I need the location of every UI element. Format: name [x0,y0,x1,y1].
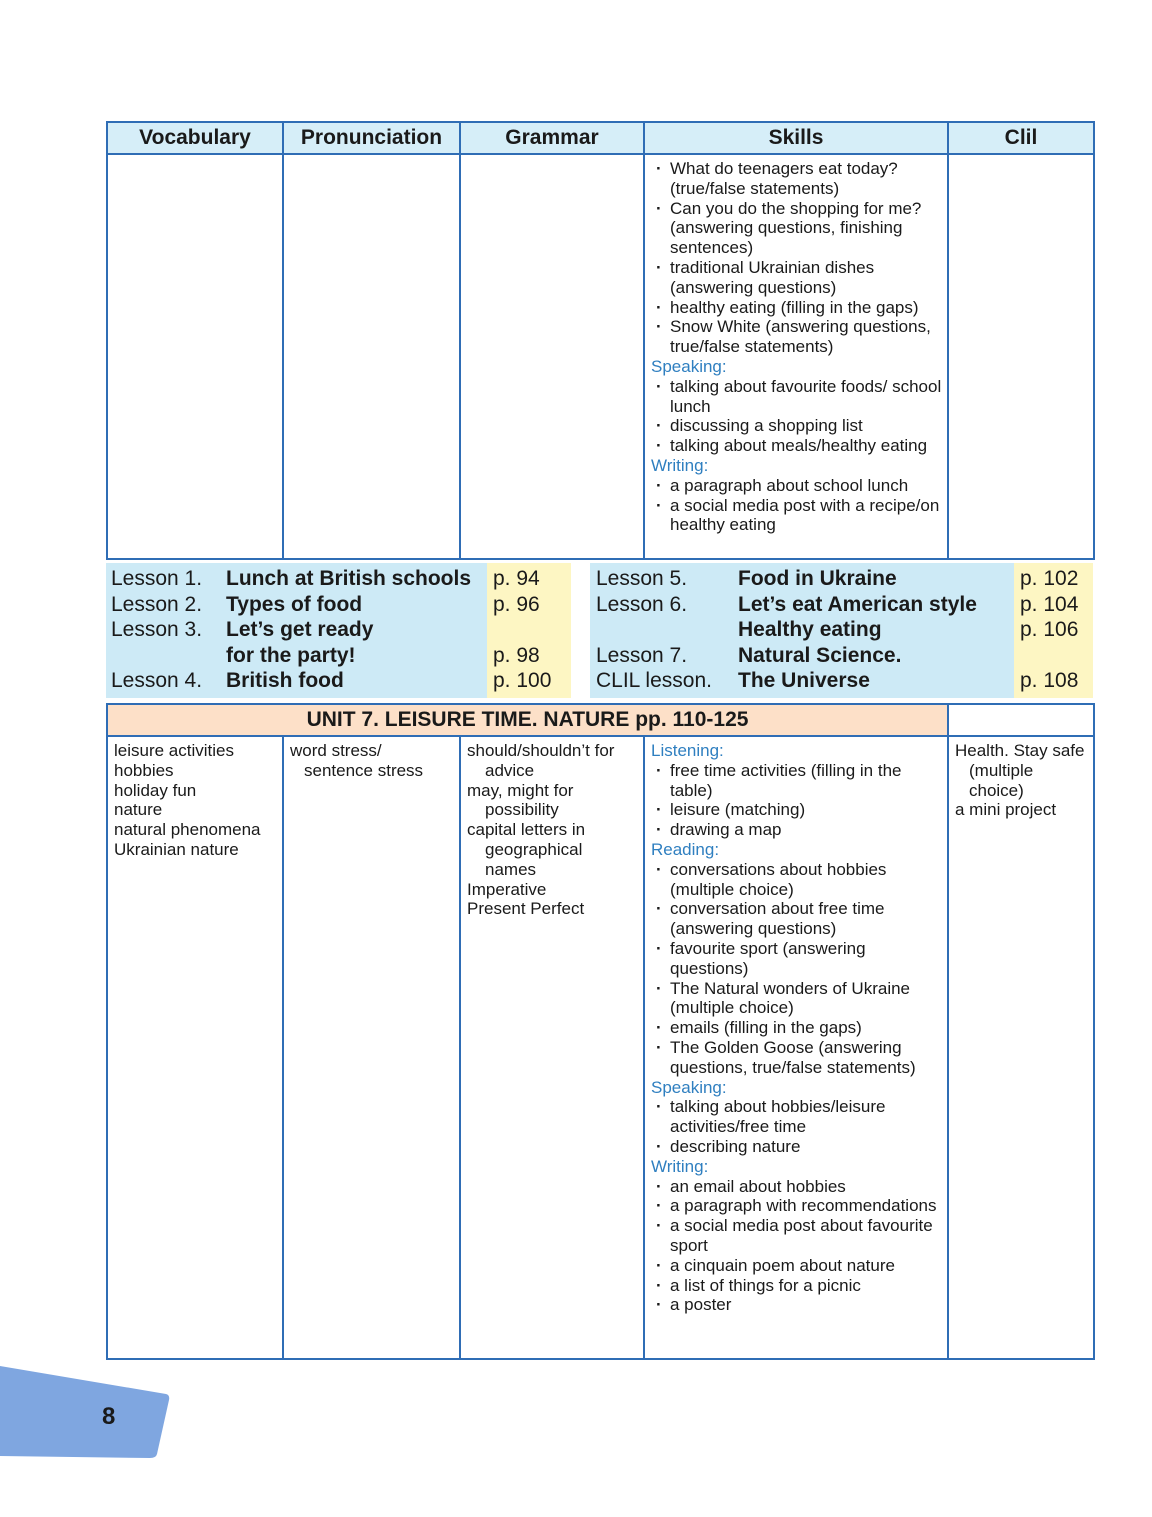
list-item: Imperative [467,879,547,899]
list-item: may, might for possibility [467,780,574,820]
list-item: Health. Stay safe (multiple choice) [955,741,1085,800]
lesson-page: p. 106 [1020,618,1079,642]
skills-list [645,737,947,1315]
header-grammar: Grammar [460,122,644,154]
list-item: · a social media post with a recipe/on healthy eating [651,496,945,536]
list-item: · traditional Ukrainian dishes (answering questions) [651,258,945,298]
list-item: word stress/ sentence stress [290,741,424,780]
lesson-title [226,669,344,693]
list-item: · talking about favourite foods/ school lunch [651,377,945,417]
lesson-title [738,669,870,693]
unit-clil-cell [948,736,1094,1359]
header-pronunciation: Pronunciation [283,122,460,154]
lesson-number: CLIL lesson. [596,669,712,693]
unit-title-empty [948,704,1094,736]
lesson-title-text: for the party! [226,643,356,667]
section-heading: Speaking: [651,356,727,376]
lesson-page: p. 100 [493,669,552,693]
top-skills-cell [644,154,948,559]
lesson-page: p. 108 [1020,669,1079,693]
top-grammar-cell [460,154,644,559]
lesson-title-text: Types of food [226,592,363,616]
list-item: · a paragraph with recommendations [651,1196,945,1216]
lesson-title-text: Healthy eating [738,618,882,642]
list-item: · Can you do the shopping for me? (answering questions, finishing sentences) [651,199,945,258]
lesson-title [738,567,897,591]
list-item: natural phenomena [114,820,261,840]
unit-title: UNIT 7. LEISURE TIME. NATURE pp. 110-125 [107,704,948,736]
clil-list [949,737,1093,820]
lesson-page: p. 96 [493,592,540,616]
pronunciation-list [284,737,459,781]
list-item: holiday fun [114,780,197,800]
list-item: · a list of things for a picnic [651,1276,945,1296]
lesson-number: Lesson 7. [596,643,688,667]
list-item: · a paragraph about school lunch [651,476,945,496]
vocabulary-list [108,737,282,860]
lessons-band [106,563,1093,698]
list-item: · an email about hobbies [651,1177,945,1197]
lesson-title [226,644,356,668]
lesson-page: p. 104 [1020,592,1079,616]
lesson-title [738,618,882,642]
lesson-title [226,567,471,591]
lesson-title-text: Let’s eat American style [738,592,977,616]
lesson-number: Lesson 4. [111,669,203,693]
list-item: · talking about hobbies/leisure activities/free time [651,1097,945,1137]
list-item: · leisure (matching) [651,800,945,820]
lesson-title [738,644,901,668]
grammar-list [461,737,643,919]
lesson-page: p. 98 [493,643,540,667]
lesson-number: Lesson 5. [596,567,688,590]
header-skills: Skills [644,122,948,154]
lesson-title-text: British food [226,669,344,693]
top-pronunciation-cell [283,154,460,559]
lesson-title-text: Lunch at British schools [226,567,472,590]
list-item: · talking about meals/healthy eating [651,436,945,456]
section-heading: Writing: [651,1156,709,1176]
lesson-title-text: Food in Ukraine [738,567,897,590]
list-item: · The Golden Goose (answering questions, true/false statements) [651,1038,945,1078]
list-item: · discussing a shopping list [651,416,945,436]
unit-table [106,703,1095,1360]
list-item: Ukrainian nature [114,839,239,859]
unit-title-row [107,704,1094,736]
lesson-number: Lesson 1. [111,567,203,590]
lesson-title [226,618,373,642]
list-item: · free time activities (filling in the table) [651,761,945,801]
unit-vocabulary-cell [107,736,283,1359]
unit-content-row [107,736,1094,1359]
lesson-page: p. 102 [1020,567,1079,590]
unit-grammar-cell [460,736,644,1359]
list-item: · The Natural wonders of Ukraine (multiple choice) [651,979,945,1019]
top-content-row [107,154,1094,559]
section-heading: Reading: [651,839,720,859]
list-item: leisure activities [114,741,234,760]
list-item: capital letters in geographical names [467,820,586,879]
list-item: · a social media post about favourite sport [651,1216,945,1256]
top-vocabulary-cell [107,154,283,559]
header-vocabulary: Vocabulary [107,122,283,154]
page-number-tab [0,1366,170,1458]
header-row [107,122,1094,154]
top-clil-cell [948,154,1094,559]
list-item: · Snow White (answering questions, true/false statements) [651,317,945,357]
section-heading: Listening: [651,741,724,760]
list-item: · describing nature [651,1137,945,1157]
lesson-number: Lesson 3. [111,618,203,642]
lesson-number: Lesson 2. [111,592,203,616]
list-item: · emails (filling in the gaps) [651,1018,945,1038]
skills-list [645,155,947,535]
list-item: hobbies [114,760,174,780]
section-heading: Speaking: [651,1077,727,1097]
lesson-title-text: Natural Science. [738,643,902,667]
list-item: · a poster [651,1295,945,1315]
lesson-title [226,593,362,617]
list-item: · favourite sport (answering questions) [651,939,945,979]
list-item: · a cinquain poem about nature [651,1256,945,1276]
list-item: · What do teenagers eat today? (true/false statements) [651,159,945,199]
top-table [106,121,1095,560]
list-item: · conversation about free time (answering questions) [651,899,945,939]
section-heading: Writing: [651,455,709,475]
list-item: should/shouldn’t for advice [467,741,615,780]
header-clil: Clil [948,122,1094,154]
lesson-title [738,593,977,617]
unit-pronunciation-cell [283,736,460,1359]
lesson-page: p. 94 [493,567,540,590]
list-item: nature [114,800,163,820]
list-item: · healthy eating (filling in the gaps) [651,298,945,318]
lesson-title-text: Let’s get ready [226,618,374,642]
page-number: 8 [102,1403,116,1430]
list-item: Present Perfect [467,899,585,919]
lesson-title-text: The Universe [738,669,870,693]
list-item: a mini project [955,800,1057,820]
lesson-number: Lesson 6. [596,592,688,616]
list-item: · drawing a map [651,820,945,840]
list-item: · conversations about hobbies (multiple choice) [651,860,945,900]
unit-skills-cell [644,736,948,1359]
